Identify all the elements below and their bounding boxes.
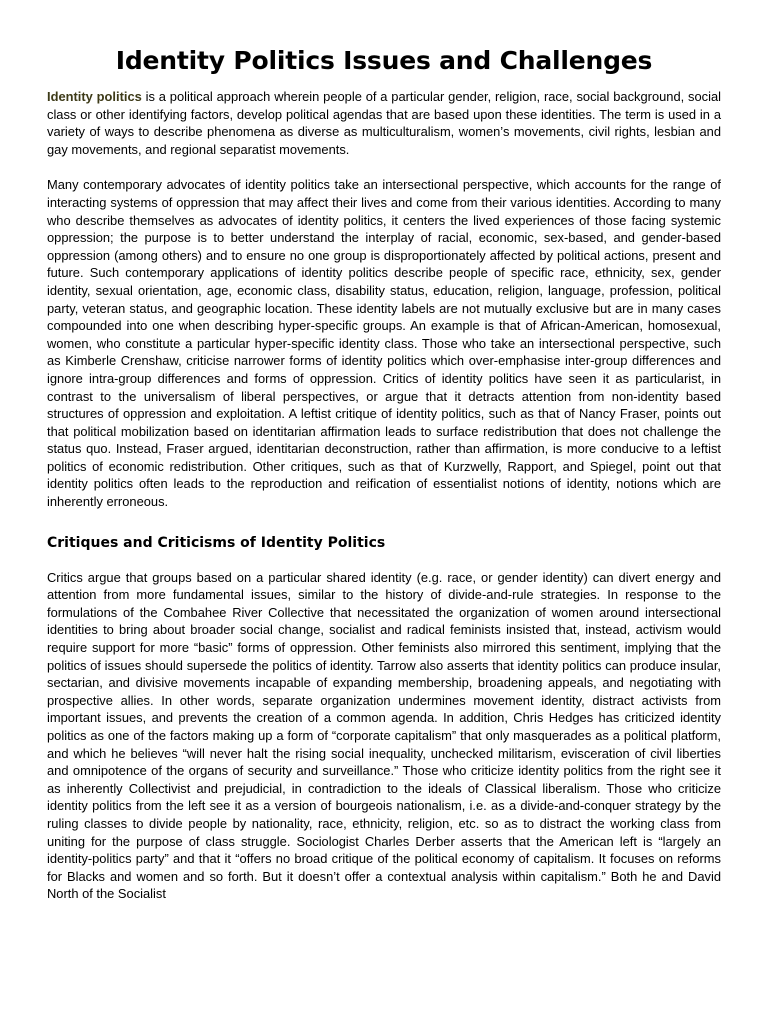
intro-text: is a political approach wherein people of a particular gender, religion, race, social background, social class or other identifying factors, develop political agendas that are based upon these identities. The term is used in a variety of ways to describe phenomena as diverse as multiculturalism, women’s movements, civil rights, lesbian and gay movements, and regional separatist movements. xyxy=(47,89,721,157)
document-page xyxy=(47,0,721,903)
intro-paragraph xyxy=(47,88,721,158)
body-paragraph-2: Many contemporary advocates of identity politics take an intersectional perspective, which accounts for the range of interacting systems of oppression that may affect their lives and come from their various identities. According to many who describe themselves as advocates of identity politics, it centers the lived experiences of those facing systemic oppression; the purpose is to better understand the interplay of racial, economic, sex-based, and gender-based oppression (among others) and to ensure no one group is disproportionately affected by political actions, present and future. Such contemporary applications of identity politics describe people of specific race, ethnicity, sex, gender identity, sexual orientation, age, economic class, disability status, education, religion, language, profession, political party, veteran status, and geographic location. These identity labels are not mutually exclusive but are in many cases compounded into one when describing hyper-specific groups. An example is that of African-American, homosexual, women, who constitute a particular hyper-specific identity class. Those who take an intersectional perspective, such as Kimberle Crenshaw, criticise narrower forms of identity politics which over-emphasise inter-group differences and ignore intra-group differences and forms of oppression. Critics of identity politics have seen it as particularist, in contrast to the universalism of liberal perspectives, or argue that it detracts attention from non-identity based structures of oppression and exploitation. A leftist critique of identity politics, such as that of Nancy Fraser, points out that political mobilization based on identitarian affirmation leads to surface redistribution that does not challenge the status quo. Instead, Fraser argued, identitarian deconstruction, rather than affirmation, is more conducive to a leftist politics of economic redistribution. Other critiques, such as that of Kurzwelly, Rapport, and Spiegel, point out that identity politics often leads to the reproduction and reification of essentialist notions of identity, notions which are inherently erroneous. xyxy=(47,177,721,510)
key-term: Identity politics xyxy=(47,89,142,104)
body-paragraph-3: Critics argue that groups based on a particular shared identity (e.g. race, or gender identity) can divert energy and attention from more fundamental issues, similar to the history of divide-and-rule strategies. In response to the formulations of the Combahee River Collective that necessitated the organization of women around intersectional identities to bring about broader social change, socialist and radical feminists insisted that, instead, activism would require support for more “basic” forms of oppression. Other feminists also mirrored this sentiment, implying that the politics of issues should supersede the politics of identity. Tarrow also asserts that identity politics can produce insular, sectarian, and divisive movements incapable of expanding membership, broadening appeals, and negotiating with prospective allies. In other words, separate organization undermines movement identity, distract activists from important issues, and prevents the creation of a common agenda. In addition, Chris Hedges has criticized identity politics as one of the factors making up a form of “corporate capitalism” that only masquerades as a political platform, and which he believes “will never halt the rising social inequality, unchecked militarism, evisceration of civil liberties and omnipotence of the organs of security and surveillance.” Those who criticize identity politics from the right see it as inherently Collectivist and prejudicial, in contradiction to the ideals of Classical liberalism. Those who criticize identity politics from the left see it as a version of bourgeois nationalism, i.e. as a divide-and-conquer strategy by the ruling classes to divide people by nationality, race, ethnicity, religion, etc. so as to distract the working class from uniting for the purpose of class struggle. Sociologist Charles Derber asserts that the American left is “largely an identity-politics party” and that it “offers no broad critique of the political economy of capitalism. It focuses on reforms for Blacks and women and so forth. But it doesn’t offer a contextual analysis within capitalism.” Both he and David North of the Socialist xyxy=(47,569,721,902)
document-title: Identity Politics Issues and Challenges xyxy=(115,46,653,75)
section-heading: Critiques and Criticisms of Identity Politics xyxy=(47,534,386,551)
